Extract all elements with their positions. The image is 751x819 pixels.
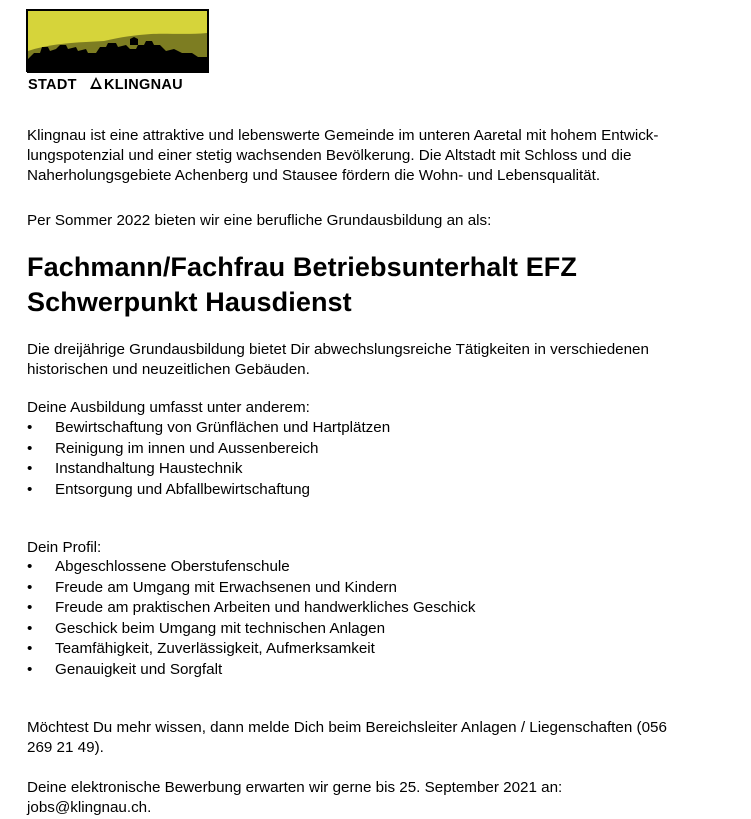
list-item: [27, 459, 390, 480]
list-item-text: Abgeschlossene Oberstufenschule: [55, 558, 290, 575]
list-item: [27, 660, 475, 681]
job-title: [27, 250, 577, 320]
list-item: [27, 480, 390, 501]
description-line: Die dreijährige Grundausbildung bietet Dir abwechslungsreiche Tätigkeiten in verschiedenen: [27, 341, 649, 358]
email-link[interactable]: jobs@klingnau.ch.: [27, 799, 152, 816]
description-paragraph: [27, 340, 727, 380]
intro-line: lungspotenzial und einer stetig wachsenden Bevölkerung. Die Altstadt mit Schloss und die: [27, 147, 632, 164]
profil-list: [27, 557, 475, 680]
list-item-text: Teamfähigkeit, Zuverlässigkeit, Aufmerksamkeit: [55, 640, 375, 657]
bullet-icon: •: [27, 640, 33, 657]
intro-paragraph: [27, 126, 727, 186]
list-item: [27, 439, 390, 460]
list-item: [27, 598, 475, 619]
profil-heading: Dein Profil:: [27, 539, 102, 556]
list-item-text: Genauigkeit und Sorgfalt: [55, 660, 223, 678]
bullet-icon: •: [27, 599, 33, 616]
list-item-text: Instandhaltung Haustechnik: [55, 460, 243, 477]
job-title-line-2: Schwerpunkt Hausdienst: [27, 287, 352, 317]
bullet-icon: •: [27, 480, 33, 498]
list-item: [27, 578, 475, 599]
apply-paragraph: [27, 778, 749, 818]
list-item-text: Reinigung im innen und Aussenbereich: [55, 439, 319, 457]
list-item-text: Entsorgung und Abfallbewirtschaftung: [55, 480, 310, 498]
logo-text-stadt: STADT: [28, 77, 77, 93]
intro-line: Klingnau ist eine attraktive und lebenswerte Gemeinde im unteren Aaretal mit hohem Entwick-: [27, 127, 659, 144]
bullet-icon: •: [27, 419, 33, 436]
town-crest-icon: [90, 77, 102, 89]
stadt-klingnau-logo: [26, 9, 210, 93]
bullet-icon: •: [27, 460, 33, 477]
description-line: historischen und neuzeitlichen Gebäuden.: [27, 361, 310, 378]
list-item-text: Geschick beim Umgang mit technischen Anlagen: [55, 619, 386, 637]
bullet-icon: •: [27, 619, 33, 637]
contact-paragraph: [27, 718, 743, 758]
list-item: [27, 619, 475, 640]
bullet-icon: •: [27, 558, 33, 575]
ausbildung-list: [27, 418, 390, 500]
list-item: [27, 418, 390, 439]
ausbildung-heading: Deine Ausbildung umfasst unter anderem:: [27, 399, 310, 416]
bullet-icon: •: [27, 660, 33, 678]
logo-graphic: [26, 9, 210, 93]
job-title-line-1: Fachmann/Fachfrau Betriebsunterhalt EFZ: [27, 252, 577, 282]
list-item: [27, 557, 475, 578]
contact-line: 269 21 49).: [27, 739, 104, 756]
offer-paragraph: Per Sommer 2022 bieten wir eine berufliche Grundausbildung an als:: [27, 212, 492, 229]
list-item-text: Freude am Umgang mit Erwachsenen und Kindern: [55, 578, 397, 596]
bullet-icon: •: [27, 578, 33, 596]
apply-line: Deine elektronische Bewerbung erwarten wir gerne bis 25. September 2021 an:: [27, 779, 563, 796]
list-item-text: Bewirtschaftung von Grünflächen und Hartplätzen: [55, 419, 391, 436]
list-item: [27, 639, 475, 660]
contact-line: Möchtest Du mehr wissen, dann melde Dich beim Bereichsleiter Anlagen / Liegenschaften (056: [27, 719, 667, 736]
list-item-text: Freude am praktischen Arbeiten und handwerkliches Geschick: [55, 599, 476, 616]
bullet-icon: •: [27, 439, 33, 457]
intro-line: Naherholungsgebiete Achenberg und Stausee fördern die Wohn- und Lebensqualität.: [27, 167, 601, 184]
logo-text-klingnau: KLINGNAU: [104, 77, 183, 93]
